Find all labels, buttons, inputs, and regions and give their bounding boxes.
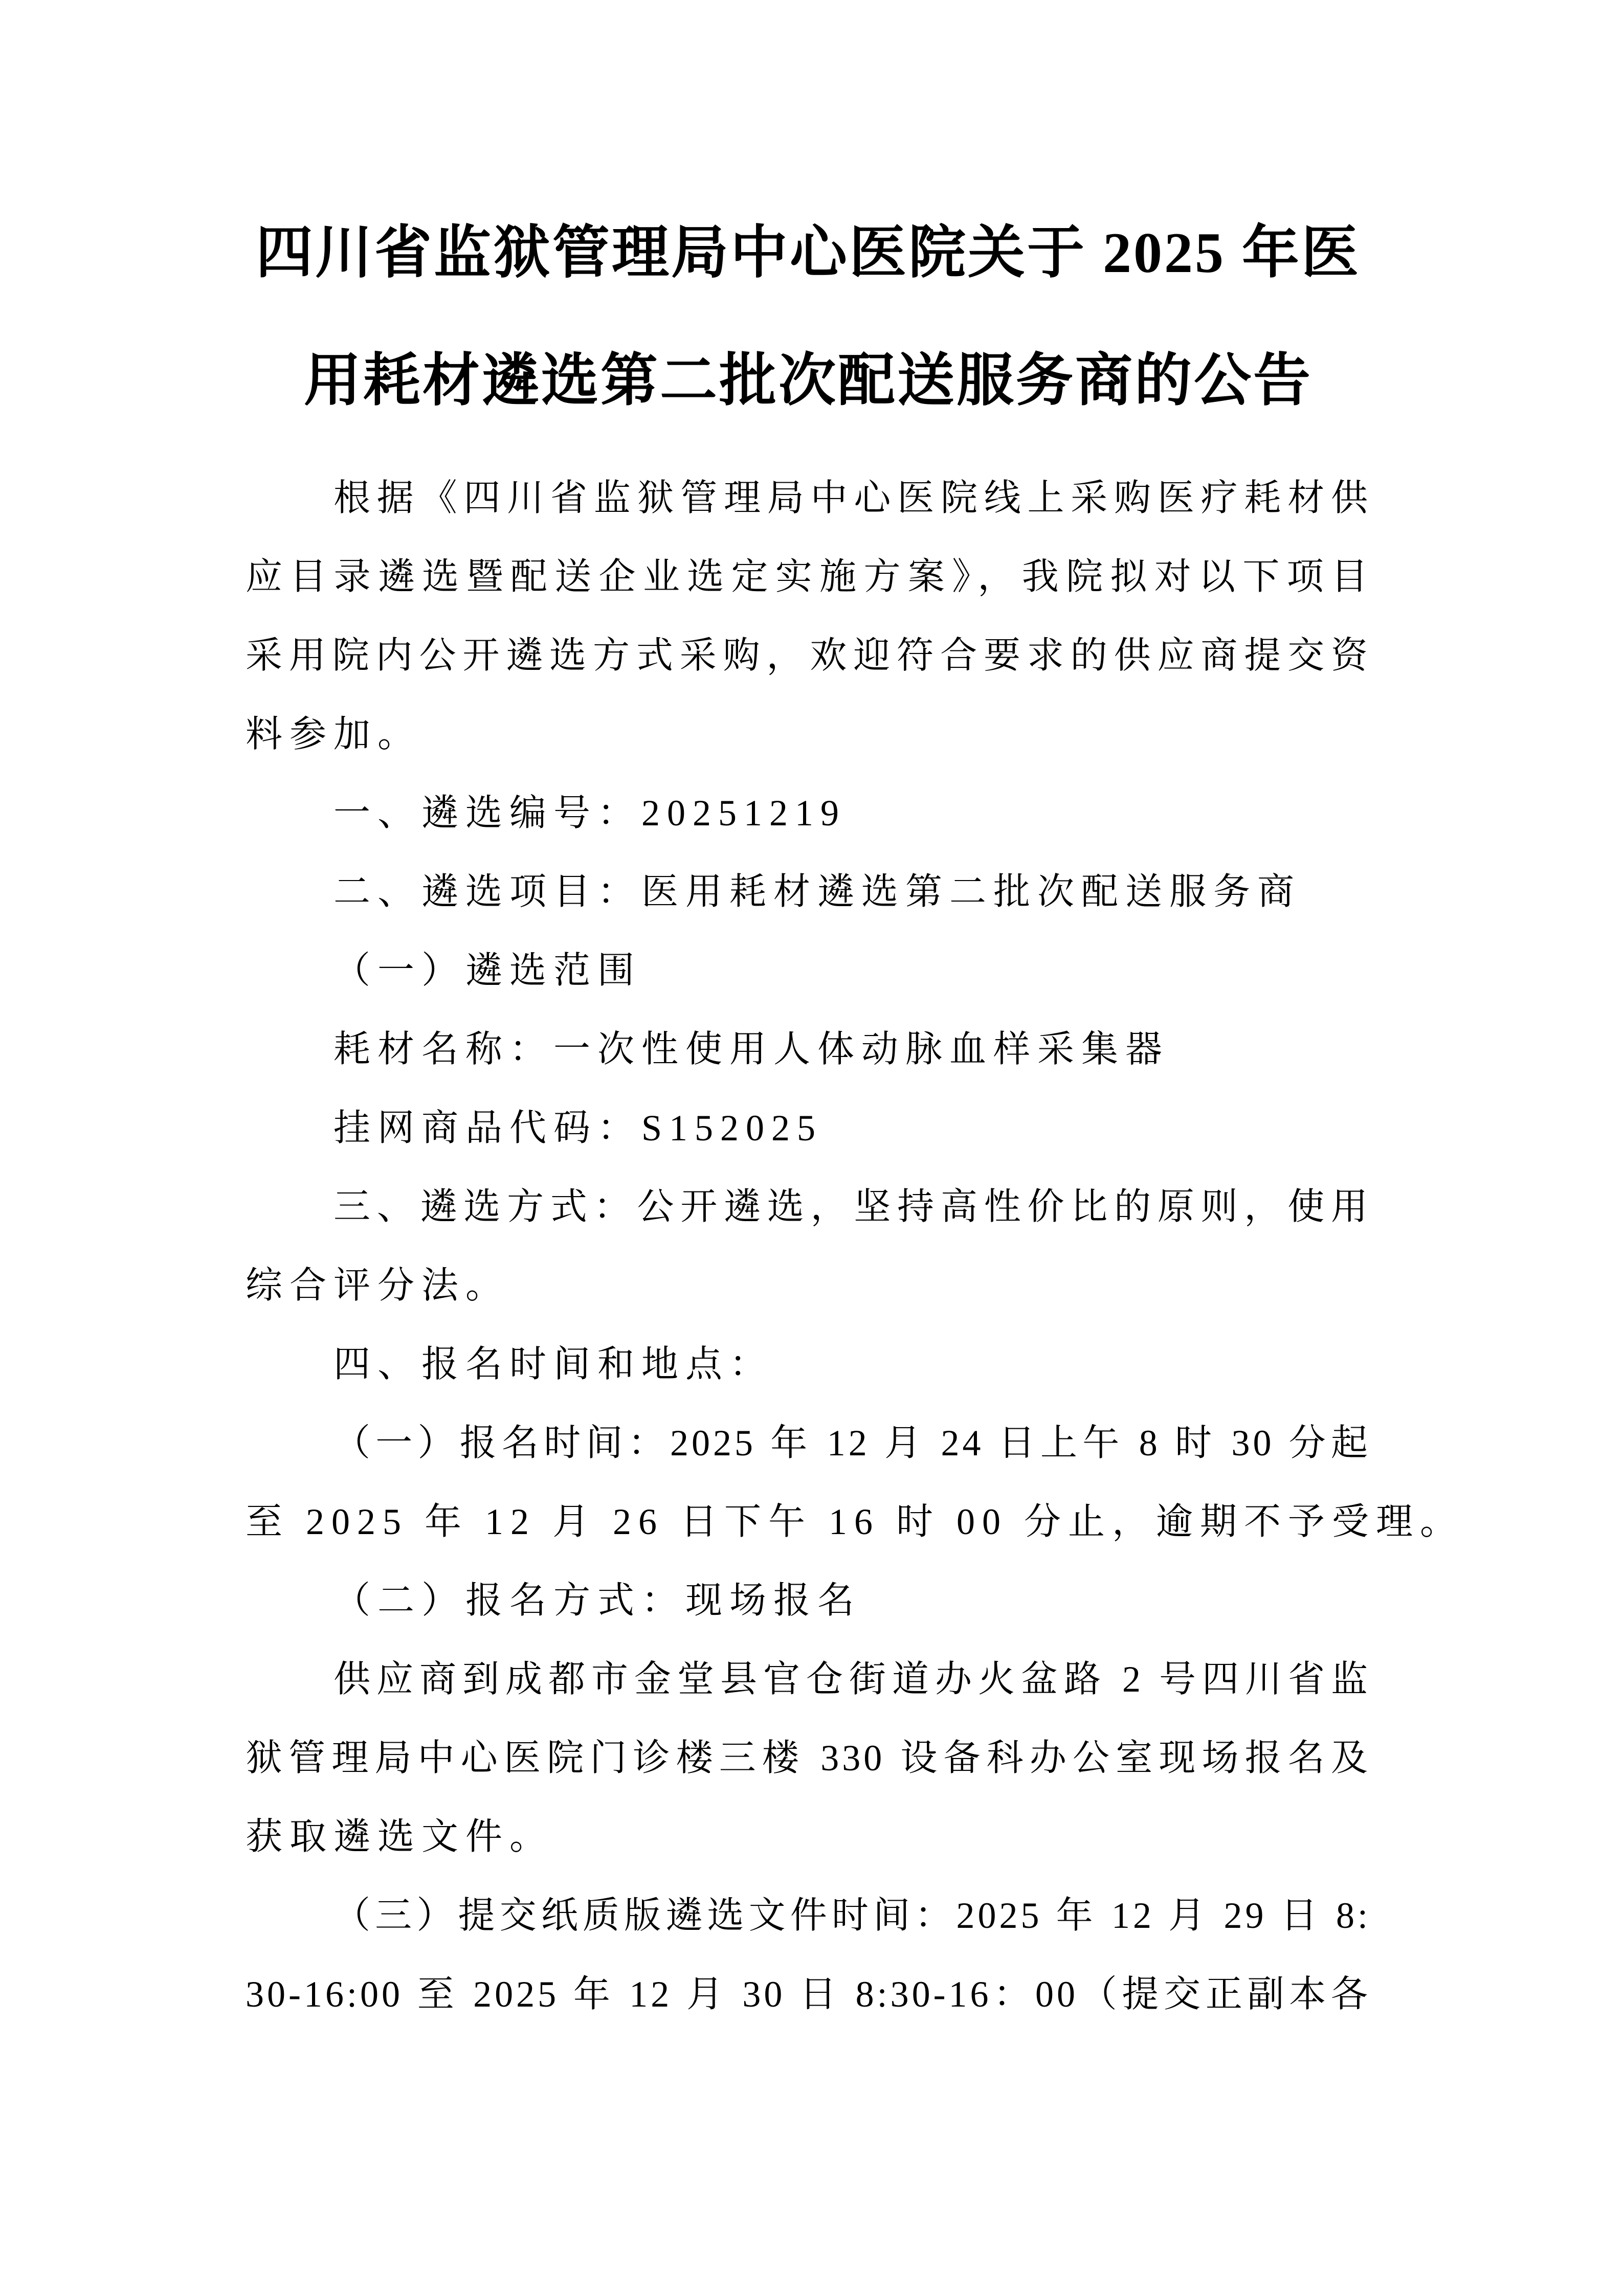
body-line-consumable-name: 耗材名称：一次性使用人体动脉血样采集器 bbox=[333, 1029, 1170, 1070]
title-line-1: 四川省监狱管理局中心医院关于 2025 年医 bbox=[256, 221, 1361, 285]
document-body bbox=[246, 459, 1464, 2034]
body-line-registration-method: （二）报名方式：现场报名 bbox=[333, 1580, 862, 1621]
document-title bbox=[246, 0, 1371, 445]
body-line: 采用院内公开遴选方式采购，欢迎符合要求的供应商提交资 bbox=[246, 635, 1371, 676]
body-line-registration-time: （一）报名时间：2025 年 12 月 24 日上午 8 时 30 分起 bbox=[333, 1423, 1371, 1464]
title-line-2: 用耗材遴选第二批次配送服务商的公告 bbox=[304, 349, 1312, 413]
body-line: 料参加。 bbox=[246, 714, 422, 755]
body-line-registration-heading: 四、报名时间和地点： bbox=[333, 1344, 774, 1385]
body-line-selection-project: 二、遴选项目：医用耗材遴选第二批次配送服务商 bbox=[333, 871, 1302, 912]
body-line-submission-time: （三）提交纸质版遴选文件时间：2025 年 12 月 29 日 8: bbox=[333, 1895, 1371, 1936]
body-line: 狱管理局中心医院门诊楼三楼 330 设备科办公室现场报名及 bbox=[246, 1738, 1371, 1779]
body-line: 综合评分法。 bbox=[246, 1265, 510, 1306]
body-line-selection-number: 一、遴选编号：20251219 bbox=[333, 793, 847, 834]
body-line: 应目录遴选暨配送企业选定实施方案》，我院拟对以下项目 bbox=[246, 556, 1371, 597]
body-line-registration-address: 供应商到成都市金堂县官仓街道办火盆路 2 号四川省监 bbox=[333, 1659, 1371, 1700]
body-line: 获取遴选文件。 bbox=[246, 1816, 554, 1857]
body-line-product-code: 挂网商品代码：S152025 bbox=[333, 1108, 823, 1149]
body-line-selection-method: 三、遴选方式：公开遴选，坚持高性价比的原则，使用 bbox=[333, 1186, 1371, 1227]
body-line: 至 2025 年 12 月 26 日下午 16 时 00 分止，逾期不予受理。 bbox=[246, 1501, 1464, 1542]
body-line-selection-scope-heading: （一）遴选范围 bbox=[333, 950, 642, 991]
body-line: 30-16:00 至 2025 年 12 月 30 日 8:30-16：00（提交正副本各 bbox=[246, 1974, 1371, 2015]
body-line: 根据《四川省监狱管理局中心医院线上采购医疗耗材供 bbox=[333, 478, 1371, 519]
